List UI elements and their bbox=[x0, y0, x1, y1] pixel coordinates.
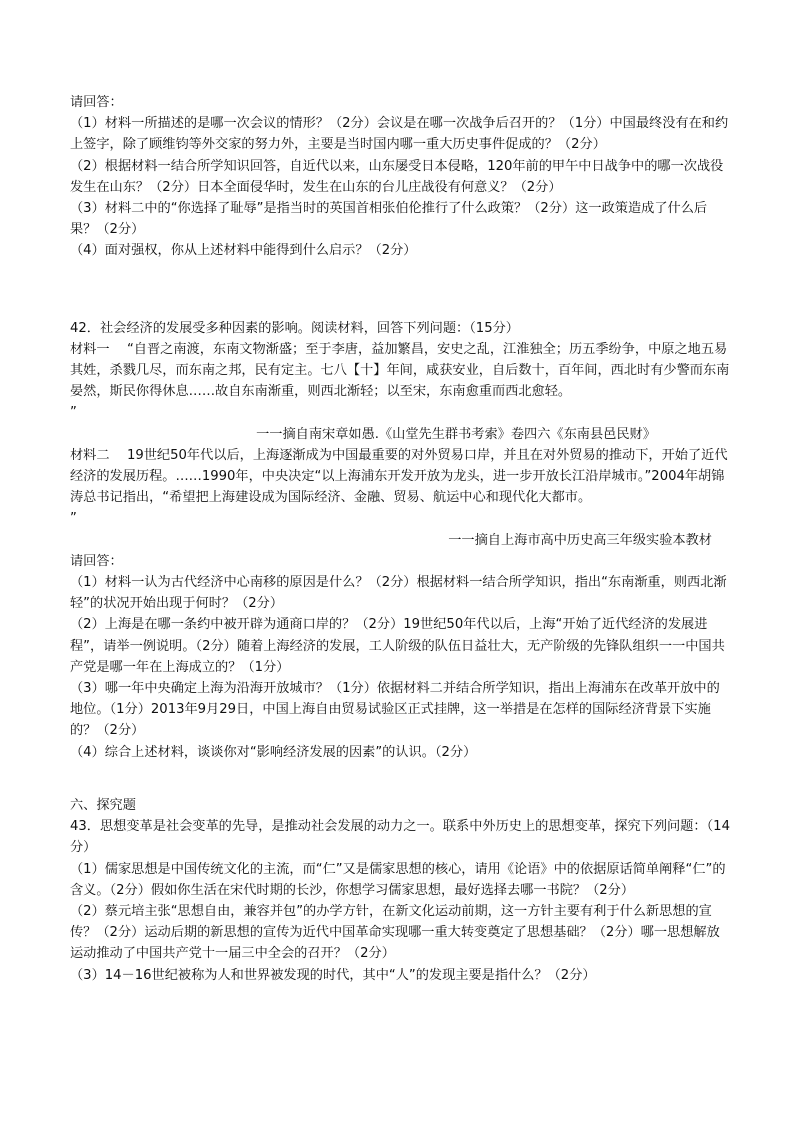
section-heading: 六、探究题 bbox=[70, 797, 136, 813]
question-42-4: （4）综合上述材料，谈谈你对“影响经济发展的因素”的认识。（2分） bbox=[70, 744, 477, 760]
question-42-3: （3）哪一年中央确定上海为沿海开放城市？（1分）依据材料二并结合所学知识，指出上海浦东在改革开放中的地位。（1分）2013年9月29日，中国上海自由贸易试验区正式挂牌，这一举措是在怎样的国际经济背景下实施的？（2分） bbox=[70, 681, 720, 739]
material-2-close-quote: ” bbox=[70, 511, 77, 527]
question-3: （3）材料二中的“你选择了耻辱”是指当时的英国首相张伯伦推行了什么政策？（2分）这一政策造成了什么后果？（2分） bbox=[70, 201, 708, 238]
question-4: （4）面对强权，你从上述材料中能得到什么启示？（2分） bbox=[70, 243, 417, 259]
material-2-source: 一一摘自上海市高中历史高三年级实验本教材 bbox=[448, 532, 712, 548]
spacer bbox=[70, 262, 732, 318]
question-43-1: （1）儒家思想是中国传统文化的主流，而“仁”又是儒家思想的核心，请用《论语》中的依据原话简单阐释“仁”的含义。（2分）假如你生活在宋代时期的长沙，你想学习儒家思想，最好选择去哪一书院？（2分） bbox=[70, 861, 726, 898]
document-page bbox=[70, 92, 732, 986]
question-1: （1）材料一所描述的是哪一次会议的情形？（2分）会议是在哪一次战争后召开的？（1分）中国最终没有在和约上签字，除了顾维钧等外交家的努力外，主要是当时国内哪一重大历史事件促成的？（2分） bbox=[70, 116, 729, 153]
question-43-2: （2）蔡元培主张“思想自由，兼容并包”的办学方针，在新文化运动前期，这一方针主要有利于什么新思想的宣传？（2分）运动后期的新思想的宣传为近代中国革命实现哪一重大转变奠定了思想基础？（2分）哪一思想解放运动推动了中国共产党十一届三中全会的召开？（2分） bbox=[70, 903, 720, 962]
question-43-3: （3）14－16世纪被称为人和世界被发现的时代，其中“人”的发现主要是指什么？（2分） bbox=[70, 967, 596, 983]
question-42-title: 42．社会经济的发展受多种因素的影响。阅读材料，回答下列问题：（15分） bbox=[70, 320, 519, 336]
answer-prompt-42: 请回答： bbox=[70, 553, 123, 569]
question-43-title: 43．思想变革是社会变革的先导，是推动社会发展的动力之一。联系中外历史上的思想变革，探究下列问题：（14分） bbox=[70, 819, 730, 856]
answer-prompt: 请回答： bbox=[70, 95, 123, 110]
material-2-text: 材料二 19世纪50年代以后，上海逐渐成为中国最重要的对外贸易口岸，并且在对外贸易的推动下，开始了近代经济的发展历程。……1990年，中央决定“以上海浦东开发开放为龙头，进一步开放长江沿岸城市。”2004年胡锦涛总书记指出，“希望把上海建设成为国际经济、金融、贸易、航运中心和现代化大都市。 bbox=[70, 447, 728, 506]
material-1-close-quote: ” bbox=[70, 405, 77, 421]
question-42-2: （2）上海是在哪一条约中被开辟为通商口岸的？（2分）19世纪50年代以后，上海“开始了近代经济的发展进程”，请举一例说明。（2分）随着上海经济的发展，工人阶级的队伍日益壮大，无产阶级的先锋队组织一一中国共产党是哪一年在上海成立的？（1分） bbox=[70, 617, 725, 675]
question-42-1: （1）材料一认为古代经济中心南移的原因是什么？（2分）根据材料一结合所学知识，指出“东南渐重，则西北渐轻”的状况开始出现于何时？（2分） bbox=[70, 575, 727, 612]
spacer bbox=[70, 763, 732, 795]
material-1-source: 一一摘自南宋章如愚.《山堂先生群书考索》卷四六《东南县邑民财》 bbox=[256, 426, 656, 442]
question-2: （2）根据材料一结合所学知识回答，自近代以来，山东屡受日本侵略，120年前的甲午中日战争中的哪一次战役发生在山东？（2分）日本全面侵华时，发生在山东的台儿庄战役有何意义？（2分） bbox=[70, 158, 724, 195]
material-1-text: 材料一 “自晋之南渡，东南文物渐盛；至于李唐，益加繁昌，安史之乱，江淮独全；历五季纷争，中原之地五易其姓，杀戮几尽，而东南之邦，民有定主。七八【十】年间，咸获安业，自后数十，百年间，西北时有少警而东南晏然，斯民你得休息……故自东南渐重，则西北渐轻；以至宋，东南愈重而西北愈轻。 bbox=[70, 341, 730, 400]
